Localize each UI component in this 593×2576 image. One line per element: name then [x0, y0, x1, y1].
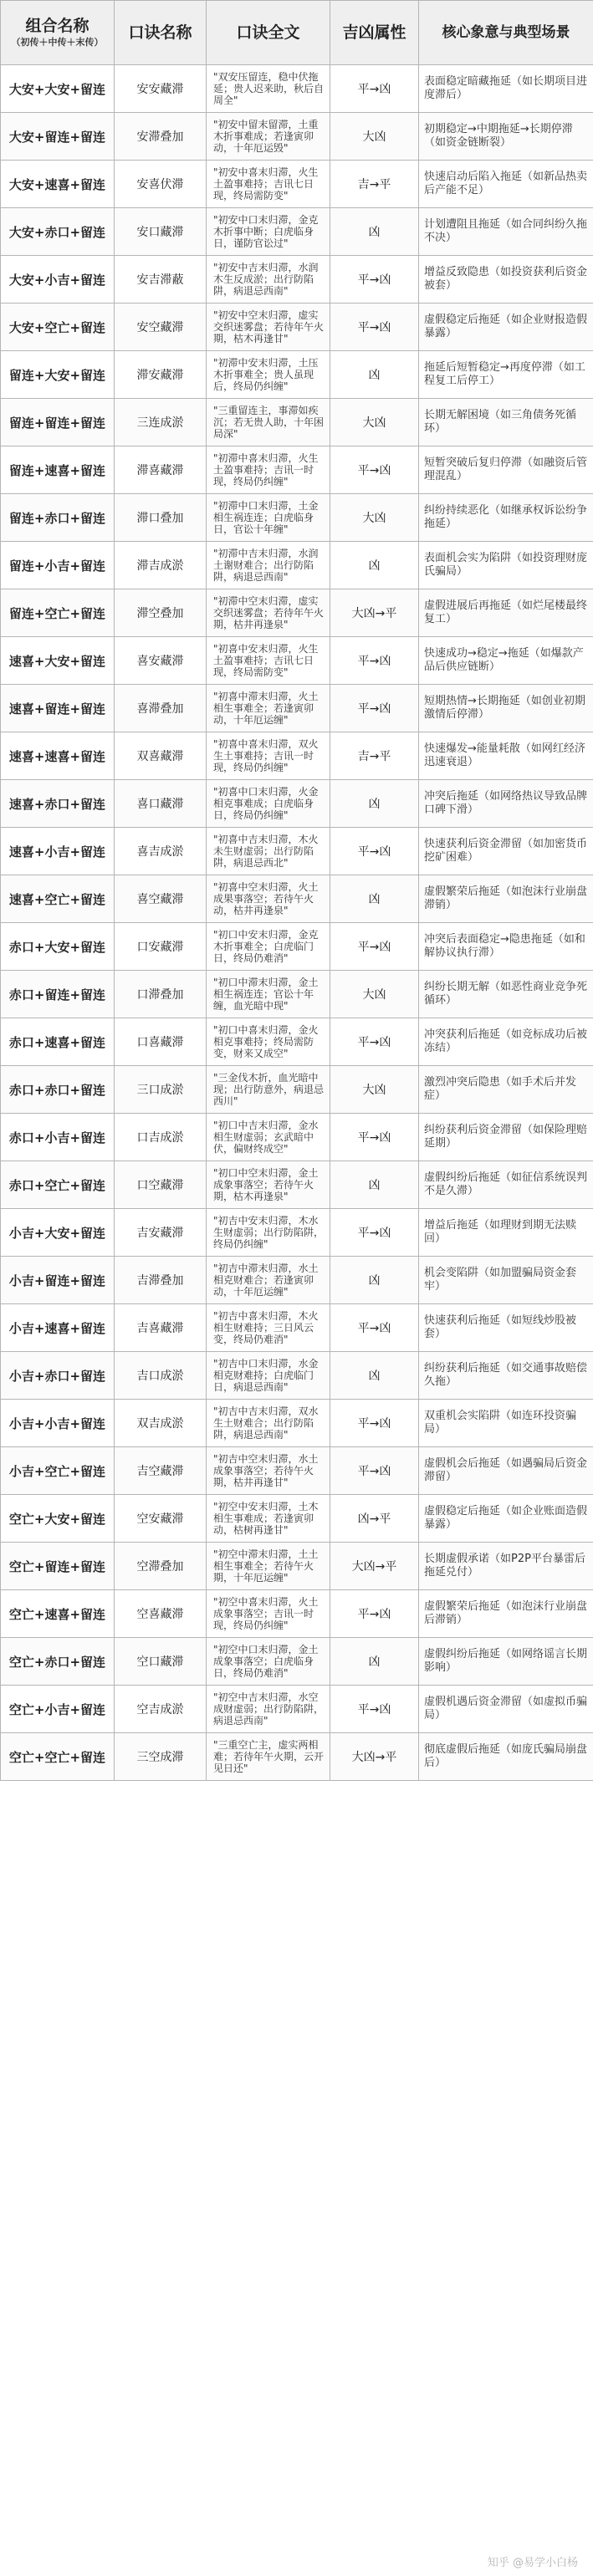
name-cell: 口空藏滞	[115, 1161, 207, 1209]
attr-cell: 吉→平	[330, 161, 419, 208]
name-cell: 吉滞叠加	[115, 1257, 207, 1304]
combo-cell: 小吉+留连+留连	[1, 1257, 115, 1304]
table-row	[1, 256, 593, 304]
scene-cell: 纠纷长期无解（如恶性商业竞争死循环）	[419, 971, 593, 1018]
attr-cell: 凶	[330, 875, 419, 923]
table-header-row	[1, 1, 593, 65]
attr-cell: 平→凶	[330, 1447, 419, 1495]
scene-cell: 纠纷获利后资金滞留（如保险理赔延期）	[419, 1114, 593, 1161]
attr-cell: 大凶→平	[330, 589, 419, 637]
name-cell: 滞吉成淤	[115, 542, 207, 589]
name-cell: 空吉成淤	[115, 1686, 207, 1733]
table-row	[1, 637, 593, 685]
table-row	[1, 1686, 593, 1733]
table-row	[1, 446, 593, 494]
table-row	[1, 971, 593, 1018]
scene-cell: 快速启动后陷入拖延（如新品热卖后产能不足）	[419, 161, 593, 208]
name-cell: 安滞叠加	[115, 113, 207, 161]
scene-cell: 增益反致隐患（如投资获利后资金被套）	[419, 256, 593, 304]
scene-cell: 纠纷持续恶化（如继承权诉讼纷争拖延）	[419, 494, 593, 542]
combo-cell: 空亡+留连+留连	[1, 1543, 115, 1590]
table-row	[1, 1018, 593, 1066]
table-row	[1, 1066, 593, 1114]
scene-cell: 快速获利后资金滞留（如加密货币挖矿困难）	[419, 828, 593, 875]
verse-cell: "初喜中口末归滞，火金相克事难成；白虎临身日，终局仍纠缠"	[207, 780, 330, 828]
table-row	[1, 351, 593, 399]
attr-cell: 平→凶	[330, 446, 419, 494]
attr-cell: 平→凶	[330, 1209, 419, 1257]
scene-cell: 虚假繁荣后拖延（如泡沫行业崩盘滞销）	[419, 875, 593, 923]
verse-cell: "初安中喜末归滞，火生土盈事难持；吉讯七日现，终局需防变"	[207, 161, 330, 208]
combo-cell: 大安+留连+留连	[1, 113, 115, 161]
combo-cell: 留连+速喜+留连	[1, 446, 115, 494]
name-cell: 口吉成淤	[115, 1114, 207, 1161]
verse-cell: "三重留连主，事滞如疾沉；若无贵人助，十年困局深"	[207, 399, 330, 446]
verse-cell: "初吉中安末归滞，木水生财虚弱；出行防陷阱，终局仍纠缠"	[207, 1209, 330, 1257]
header-name-title: 口诀名称	[128, 23, 192, 42]
combo-cell: 赤口+留连+留连	[1, 971, 115, 1018]
header-scene	[419, 1, 593, 65]
attr-cell: 平→凶	[330, 828, 419, 875]
scene-cell: 虚假机遇后资金滞留（如虚拟币骗局）	[419, 1686, 593, 1733]
table-row	[1, 208, 593, 256]
header-scene-title: 核心象意与典型场景	[442, 24, 570, 41]
header-verse	[207, 1, 330, 65]
name-cell: 吉安藏滞	[115, 1209, 207, 1257]
table-row	[1, 1400, 593, 1447]
name-cell: 吉口成淤	[115, 1352, 207, 1400]
attr-cell: 大凶	[330, 399, 419, 446]
name-cell: 喜吉成淤	[115, 828, 207, 875]
combo-cell: 小吉+赤口+留连	[1, 1352, 115, 1400]
scene-cell: 虚假纠纷后拖延（如征信系统误判不是久滞）	[419, 1161, 593, 1209]
combo-cell: 空亡+速喜+留连	[1, 1590, 115, 1638]
name-cell: 安口藏滞	[115, 208, 207, 256]
verse-cell: "初口中空末归滞，金土成象事落空；若待午火期，枯木再逢泉"	[207, 1161, 330, 1209]
verse-cell: "初喜中喜末归滞，双火生土事难持；吉讯一时现，终局仍纠缠"	[207, 732, 330, 780]
name-cell: 空口藏滞	[115, 1638, 207, 1686]
combo-cell: 大安+大安+留连	[1, 65, 115, 113]
combo-cell: 空亡+赤口+留连	[1, 1638, 115, 1686]
header-attr	[330, 1, 419, 65]
attr-cell: 凶→平	[330, 1495, 419, 1543]
attr-cell: 平→凶	[330, 304, 419, 351]
header-name	[115, 1, 207, 65]
scene-cell: 双重机会实陷阱（如连环投资骗局）	[419, 1400, 593, 1447]
verse-cell: "初喜中空末归滞，火土成果事落空；若待午火动，枯井再逢泉"	[207, 875, 330, 923]
combo-cell: 空亡+空亡+留连	[1, 1733, 115, 1781]
verse-cell: "初安中空末归滞，虚实交织迷雾盘；若待年午火期，枯木再逢甘"	[207, 304, 330, 351]
combo-cell: 留连+赤口+留连	[1, 494, 115, 542]
scene-cell: 机会变陷阱（如加盟骗局资金套牢）	[419, 1257, 593, 1304]
combo-cell: 小吉+空亡+留连	[1, 1447, 115, 1495]
table-row	[1, 780, 593, 828]
name-cell: 喜口藏滞	[115, 780, 207, 828]
combo-cell: 赤口+空亡+留连	[1, 1161, 115, 1209]
combo-cell: 留连+大安+留连	[1, 351, 115, 399]
table-row	[1, 1257, 593, 1304]
combo-cell: 赤口+赤口+留连	[1, 1066, 115, 1114]
verse-cell: "初滞中安末归滞，土压木折事难全；贵人虽现后，终局仍纠缠"	[207, 351, 330, 399]
name-cell: 空安藏滞	[115, 1495, 207, 1543]
combo-cell: 小吉+小吉+留连	[1, 1400, 115, 1447]
scene-cell: 虚假稳定后拖延（如企业账面造假暴露）	[419, 1495, 593, 1543]
attr-cell: 凶	[330, 1257, 419, 1304]
scene-cell: 初期稳定→中期拖延→长期停滞（如资金链断裂）	[419, 113, 593, 161]
name-cell: 三连成淤	[115, 399, 207, 446]
scene-cell: 虚假进展后再拖延（如烂尾楼最终复工）	[419, 589, 593, 637]
combo-cell: 大安+赤口+留连	[1, 208, 115, 256]
verse-cell: "初吉中喜末归滞，木火相生财难持；三日风云变，终局仍难消"	[207, 1304, 330, 1352]
name-cell: 吉空藏滞	[115, 1447, 207, 1495]
header-combo-subtitle: （初传＋中传＋末传）	[11, 37, 104, 48]
name-cell: 三口成淤	[115, 1066, 207, 1114]
combo-cell: 赤口+小吉+留连	[1, 1114, 115, 1161]
scene-cell: 虚假稳定后拖延（如企业财报造假暴露）	[419, 304, 593, 351]
verse-cell: "初空中吉末归滞，水空成财虚弱；出行防陷阱，病退忌西南"	[207, 1686, 330, 1733]
table-row	[1, 1114, 593, 1161]
verse-cell: "三金伐木折，血光暗中现；出行防意外，病退忌西川"	[207, 1066, 330, 1114]
name-cell: 口安藏滞	[115, 923, 207, 971]
attr-cell: 大凶→平	[330, 1543, 419, 1590]
name-cell: 安喜伏滞	[115, 161, 207, 208]
scene-cell: 虚假繁荣后拖延（如泡沫行业崩盘后滞销）	[419, 1590, 593, 1638]
verse-cell: "初空中喜末归滞，火土成象事落空；吉讯一时现，终局仍纠缠"	[207, 1590, 330, 1638]
scene-cell: 短暂突破后复归停滞（如融资后管理混乱）	[419, 446, 593, 494]
table-row	[1, 65, 593, 113]
verse-cell: "初喜中吉末归滞，木火未生财虚弱；出行防陷阱，病退忌西北"	[207, 828, 330, 875]
combo-cell: 大安+速喜+留连	[1, 161, 115, 208]
scene-cell: 长期无解困境（如三角债务死循环）	[419, 399, 593, 446]
table-row	[1, 494, 593, 542]
scene-cell: 纠纷获利后拖延（如交通事故赔偿久拖）	[419, 1352, 593, 1400]
table-row	[1, 1638, 593, 1686]
verse-cell: "初空中口末归滞，金土成象事落空；白虎临身日，终局仍难消"	[207, 1638, 330, 1686]
name-cell: 喜空藏滞	[115, 875, 207, 923]
verse-cell: "三重空亡主，虚实两相难；若待年午火期，云开见日还"	[207, 1733, 330, 1781]
combo-cell: 小吉+速喜+留连	[1, 1304, 115, 1352]
combo-cell: 速喜+速喜+留连	[1, 732, 115, 780]
scene-cell: 增益后拖延（如理财到期无法赎回）	[419, 1209, 593, 1257]
combo-cell: 速喜+留连+留连	[1, 685, 115, 732]
scene-cell: 表面稳定暗藏拖延（如长期项目进度滞后）	[419, 65, 593, 113]
attr-cell: 凶	[330, 780, 419, 828]
verse-cell: "初吉中滞末归滞，水土相克财难合；若逢寅卯动，十年厄运缠"	[207, 1257, 330, 1304]
attr-cell: 平→凶	[330, 637, 419, 685]
watermark: 知乎 @易学小白杨	[487, 2557, 578, 2569]
attr-cell: 平→凶	[330, 685, 419, 732]
scene-cell: 计划遭阻且拖延（如合同纠纷久拖不决）	[419, 208, 593, 256]
attr-cell: 平→凶	[330, 1018, 419, 1066]
table-row	[1, 1352, 593, 1400]
verse-cell: "初空中安末归滞，土木相生事难成；若逢寅卯动，枯树再逢甘"	[207, 1495, 330, 1543]
scene-cell: 冲突后表面稳定→隐患拖延（如和解协议执行滞）	[419, 923, 593, 971]
combo-cell: 大安+小吉+留连	[1, 256, 115, 304]
table-row	[1, 113, 593, 161]
scene-cell: 短期热情→长期拖延（如创业初期激情后停滞）	[419, 685, 593, 732]
table-row	[1, 685, 593, 732]
scene-cell: 虚假纠纷后拖延（如网络谣言长期影响）	[419, 1638, 593, 1686]
name-cell: 安安藏滞	[115, 65, 207, 113]
table-row	[1, 1161, 593, 1209]
verse-cell: "初口中滞末归滞，金土相生祸连连；官讼十年缠，血光暗中现"	[207, 971, 330, 1018]
combo-cell: 速喜+小吉+留连	[1, 828, 115, 875]
verse-cell: "初吉中空末归滞，水土成象事落空；若待午火期，枯井再逢甘"	[207, 1447, 330, 1495]
name-cell: 双吉成淤	[115, 1400, 207, 1447]
table-row	[1, 542, 593, 589]
scene-cell: 快速爆发→能量耗散（如网红经济迅速衰退）	[419, 732, 593, 780]
verse-cell: "初空中滞末归滞，土土相生事难全；若待午火期，十年厄运缠"	[207, 1543, 330, 1590]
table-row	[1, 304, 593, 351]
attr-cell: 凶	[330, 351, 419, 399]
table-row	[1, 923, 593, 971]
combo-cell: 小吉+大安+留连	[1, 1209, 115, 1257]
name-cell: 喜滞叠加	[115, 685, 207, 732]
name-cell: 喜安藏滞	[115, 637, 207, 685]
table-row	[1, 1304, 593, 1352]
attr-cell: 平→凶	[330, 1400, 419, 1447]
verse-cell: "初口中安末归滞，金克木折事难全；白虎临门日，终局仍难消"	[207, 923, 330, 971]
name-cell: 三空成滞	[115, 1733, 207, 1781]
table-row	[1, 1590, 593, 1638]
attr-cell: 平→凶	[330, 256, 419, 304]
verse-cell: "初滞中吉末归滞，水润土谢财难合；出行防陷阱，病退忌西南"	[207, 542, 330, 589]
name-cell: 滞喜藏滞	[115, 446, 207, 494]
verse-cell: "初口中喜末归滞，金火相克事难持；终局需防变，财来又成空"	[207, 1018, 330, 1066]
verse-cell: "初喜中安末归滞，火生土盈事难持；吉讯七日现，终局需防变"	[207, 637, 330, 685]
name-cell: 空滞叠加	[115, 1543, 207, 1590]
combo-cell: 留连+空亡+留连	[1, 589, 115, 637]
table-body	[1, 65, 593, 1781]
name-cell: 吉喜藏滞	[115, 1304, 207, 1352]
name-cell: 口滞叠加	[115, 971, 207, 1018]
attr-cell: 吉→平	[330, 732, 419, 780]
table-row	[1, 1209, 593, 1257]
attr-cell: 平→凶	[330, 1686, 419, 1733]
attr-cell: 平→凶	[330, 1304, 419, 1352]
verse-cell: "初滞中空末归滞，虚实交织迷雾盘；若待年午火期，枯井再逢泉"	[207, 589, 330, 637]
header-verse-title: 口诀全文	[236, 23, 300, 42]
combo-cell: 空亡+小吉+留连	[1, 1686, 115, 1733]
header-combo-title: 组合名称	[25, 17, 89, 35]
table-row	[1, 161, 593, 208]
scene-cell: 快速成功→稳定→拖延（如爆款产品后供应链断）	[419, 637, 593, 685]
verse-cell: "初喜中滞末归滞，火土相生事难全；若逢寅卯动，十年厄运缠"	[207, 685, 330, 732]
scene-cell: 冲突获利后拖延（如竞标成功后被冻结）	[419, 1018, 593, 1066]
scene-cell: 冲突后拖延（如网络热议导致品牌口碑下滑）	[419, 780, 593, 828]
name-cell: 滞口叠加	[115, 494, 207, 542]
name-cell: 空喜藏滞	[115, 1590, 207, 1638]
table-row	[1, 1543, 593, 1590]
verse-cell: "初滞中喜末归滞，火生土盈事难持；吉讯一时现，终局仍纠缠"	[207, 446, 330, 494]
scene-cell: 虚假机会后拖延（如遇骗局后资金滞留）	[419, 1447, 593, 1495]
name-cell: 滞安藏滞	[115, 351, 207, 399]
verse-cell: "双安压留连，稳中伏拖延；贵人迟来助，秋后自周全"	[207, 65, 330, 113]
name-cell: 安吉滞蔽	[115, 256, 207, 304]
table-row	[1, 1495, 593, 1543]
name-cell: 口喜藏滞	[115, 1018, 207, 1066]
scene-cell: 表面机会实为陷阱（如投资理财庞氏骗局）	[419, 542, 593, 589]
attr-cell: 凶	[330, 208, 419, 256]
scene-cell: 激烈冲突后隐患（如手术后并发症）	[419, 1066, 593, 1114]
scene-cell: 拖延后短暂稳定→再度停滞（如工程复工后停工）	[419, 351, 593, 399]
attr-cell: 凶	[330, 1638, 419, 1686]
attr-cell: 平→凶	[330, 1114, 419, 1161]
attr-cell: 大凶	[330, 1066, 419, 1114]
attr-cell: 大凶	[330, 971, 419, 1018]
name-cell: 滞空叠加	[115, 589, 207, 637]
combo-cell: 大安+空亡+留连	[1, 304, 115, 351]
name-cell: 安空藏滞	[115, 304, 207, 351]
combo-cell: 速喜+赤口+留连	[1, 780, 115, 828]
attr-cell: 大凶→平	[330, 1733, 419, 1781]
scene-cell: 彻底虚假后拖延（如庞氏骗局崩盘后）	[419, 1733, 593, 1781]
combo-cell: 赤口+大安+留连	[1, 923, 115, 971]
scene-cell: 快速获利后拖延（如短线炒股被套）	[419, 1304, 593, 1352]
verse-cell: "初安中吉末归滞，水润木生反成淤；出行防陷阱，病退忌西南"	[207, 256, 330, 304]
table-row	[1, 1733, 593, 1781]
verse-cell: "初吉中口末归滞，水金相克财难持；白虎临门日，病退忌西南"	[207, 1352, 330, 1400]
combo-cell: 留连+留连+留连	[1, 399, 115, 446]
attr-cell: 凶	[330, 1352, 419, 1400]
table-row	[1, 1447, 593, 1495]
table-row	[1, 828, 593, 875]
header-attr-title: 吉凶属性	[342, 23, 406, 42]
attr-cell: 大凶	[330, 494, 419, 542]
verse-cell: "初滞中口末归滞，土金相生祸连连；白虎临身日，官讼十年缠"	[207, 494, 330, 542]
table-row	[1, 732, 593, 780]
verse-cell: "初安中口末归滞，金克木折事中断；白虎临身日，谨防官讼过"	[207, 208, 330, 256]
attr-cell: 凶	[330, 542, 419, 589]
combo-cell: 速喜+大安+留连	[1, 637, 115, 685]
table-row	[1, 875, 593, 923]
attr-cell: 平→凶	[330, 923, 419, 971]
table-row	[1, 399, 593, 446]
name-cell: 双喜藏滞	[115, 732, 207, 780]
attr-cell: 平→凶	[330, 65, 419, 113]
verse-cell: "初口中吉末归滞，金水相生财虚弱；玄武暗中伏，偏财终成空"	[207, 1114, 330, 1161]
attr-cell: 平→凶	[330, 1590, 419, 1638]
combo-cell: 速喜+空亡+留连	[1, 875, 115, 923]
attr-cell: 凶	[330, 1161, 419, 1209]
table-row	[1, 589, 593, 637]
scene-cell: 长期虚假承诺（如P2P平台暴雷后拖延兑付）	[419, 1543, 593, 1590]
header-combo	[1, 1, 115, 65]
verse-cell: "初吉中吉末归滞，双水生土财难合；出行防陷阱，病退忌西南"	[207, 1400, 330, 1447]
combo-cell: 留连+小吉+留连	[1, 542, 115, 589]
verse-cell: "初安中留末留滞，土重木折事难成；若逢寅卯动，十年厄运毁"	[207, 113, 330, 161]
combo-cell: 赤口+速喜+留连	[1, 1018, 115, 1066]
attr-cell: 大凶	[330, 113, 419, 161]
combo-cell: 空亡+大安+留连	[1, 1495, 115, 1543]
